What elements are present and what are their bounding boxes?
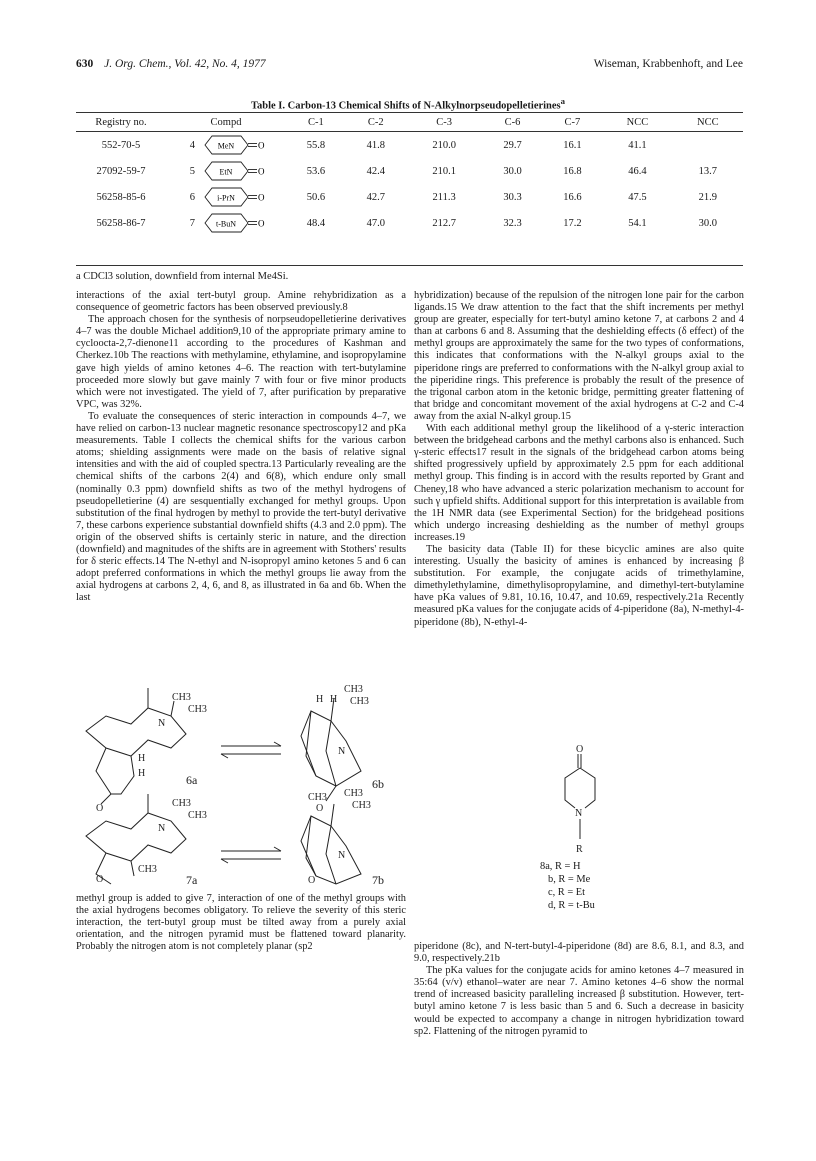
col-header: NCC [697,116,719,128]
table-caption-sup: a [560,96,566,106]
running-header [76,58,743,76]
shift-cell: 13.7 [698,165,717,177]
atom-label: O [96,874,104,885]
registry-cell: 56258-86-7 [96,217,146,229]
atom-label: H [316,694,324,705]
paragraph: With each additional methyl group the likelihood of a γ-steric interaction between the bridgehead carbons and the methyl carbons also is enhanced. Such γ-steric effects17 result in the signals of the bridgehead carbon atoms being shifted progressively upfield by approximately 2.5 ppm for each additional methyl group. This finding is in accord with the results reported by Grant and Cheney,18 who have advanced a steric polarization mechanism to account for such γ upfield shifts. Additional support for this interpretation is available from the 1H NMR data (see Experimental Section) for the bridgehead positions which undergo increasing deshielding as the number of methyl groups increases.19 [414,423,744,543]
atom-label: O [576,744,584,755]
table-caption [0,96,816,112]
shift-cell: 50.6 [306,191,326,203]
compound-cell [166,184,286,210]
table-footnote [76,271,288,282]
variant-line: c, R = Et [548,887,586,898]
paragraph: To evaluate the consequences of steric interaction in compounds 4–7, we have relied on carbon-13 nuclear magnetic resonance spectroscopy12 and pKa measurements. Table I collects the chemical shifts for the various carbon atoms; shielding assignments were made on the basis of relative signal intensities and with the aid of coupled spectra.13 Particularly revealing are the chemical shifts of the carbons 2(4) and 6(8), which endure only small (nominally 0.3 ppm) downfield shifts as two of the methyl hydrogens of pseudopelletierine (4) are sesquentially exchanged for methyl groups. Upon substitution of the final hydrogen by methyl to provide the tert-butyl derivative 7, these carbons experience substantial downfield shifts (4.3 and 2.0 ppm). The origin of the observed shifts is certainly steric in nature, and the direction (downfield) and magnitudes of the shifts are in agreement with Stothers' results for δ steric effects.14 The N-ethyl and N-isopropyl amino ketones 5 and 6 can adopt preferred conformations in which the methyl groups lie away from the axial hydrogens at carbons 2, 4, 6, and 8, as illustrated in 6a and 6b. When the last [76,410,406,604]
shift-cell: 30.3 [503,191,522,203]
atom-label: N [575,808,583,819]
shift-cell: 210.0 [432,139,456,151]
shift-cell: 53.6 [306,165,326,177]
atom-label: CH3 [188,704,207,715]
shift-cell: 21.9 [698,191,717,203]
compound-cell [166,158,286,184]
compound-number: 7 [189,217,195,229]
bicyclic-ring-icon [203,212,267,234]
shift-cell: 48.4 [306,217,326,229]
shift-cell: 32.3 [503,217,522,229]
piperidone-structure [540,744,620,856]
atom-label: CH3 [352,800,371,811]
left-column [76,290,406,604]
table-row [76,210,743,236]
ring-substituent-label: MeN [217,141,235,151]
shift-cell: 41.1 [628,139,647,151]
col-header: C-1 [308,116,324,128]
atom-label: CH3 [172,692,191,703]
shift-cell: 55.8 [306,139,326,151]
shift-cell: 47.5 [628,191,647,203]
shift-cell: 210.1 [432,165,456,177]
atom-label: N [338,850,346,861]
compound-number: 5 [189,165,195,177]
table-bottom-rule [76,265,743,266]
shift-table [76,112,743,236]
atom-label: CH3 [138,864,157,875]
header-authors: Wiseman, Krabbenhoft, and Lee [593,58,743,70]
conformer-structures [76,676,406,886]
right-column-lower [414,941,744,1038]
compound-entry [185,160,267,182]
table-1 [76,112,743,236]
compound-label-7a: 7a [186,873,198,886]
paragraph: piperidone (8c), and N-tert-butyl-4-piperidone (8d) are 8.6, 8.1, and 8.3, and 9.0, respectively.21b [414,941,744,965]
compound-number: 6 [189,191,195,203]
registry-cell: 56258-85-6 [96,191,146,203]
compound-label-6b: 6b [372,777,384,791]
page-number: 630 [76,58,94,70]
table-footnote-text: a CDCl3 solution, downfield from internal Me4Si. [76,271,289,282]
col-header: C-7 [564,116,581,128]
atom-label: N [338,746,346,757]
shift-cell: 42.4 [366,165,385,177]
atom-label: H [330,694,338,705]
shift-cell: 29.7 [503,139,522,151]
paragraph: interactions of the axial tert-butyl group. Amine rehybridization as a consequence of geometric factors has been observed previously.8 [76,290,406,314]
ketone-oxygen-label: O [258,192,265,203]
atom-label: O [308,875,316,886]
shift-cell: 41.8 [366,139,385,151]
variant-line: 8a, R = H [540,861,581,872]
table-body [76,132,743,237]
paragraph: methyl group is added to give 7, interaction of one of the methyl groups with the axial hydrogens becomes obligatory. To relieve the severity of this steric interaction, the tert-butyl group must be tilted away from a purely axial orientation, and the nitrogen pyramid must be flattened toward planarity. Probably the nitrogen atom is not completely planar (sp2 [76,893,406,953]
shift-cell: 211.3 [432,191,456,203]
ring-substituent-label: t-BuN [216,219,236,229]
atom-label: CH3 [344,788,363,799]
ring-substituent-label: i-PrN [217,193,235,203]
shift-cell: 17.2 [563,217,582,229]
shift-cell: 16.1 [563,139,582,151]
col-header: NCC [626,116,649,128]
atom-label: H [138,753,146,764]
left-column-lower [76,893,406,953]
compound-label-6a: 6a [186,773,198,787]
col-header: C-6 [504,116,521,128]
table-row [76,158,743,184]
table-header-row [76,113,743,132]
table-caption-text: Table I. Carbon-13 Chemical Shifts of N-Alkylnorpseudopelletierines [250,100,561,112]
atom-label: H [138,768,146,779]
ketone-oxygen-label: O [258,166,265,177]
ketone-oxygen-label: O [258,218,265,229]
variant-line: b, R = Me [548,874,591,885]
shift-cell [673,132,743,159]
atom-label: O [96,803,104,814]
shift-cell: 212.7 [432,217,456,229]
header-left [76,58,266,70]
right-column [414,290,744,629]
atom-label: CH3 [188,810,207,821]
paragraph: The pKa values for the conjugate acids for amino ketones 4–7 measured in 35:64 (v/v) ethanol–water are near 7. Amino ketones 4–6 show the normal trend of increased basicity paralleling increased β substitution. However, tert-butyl amino ketone 7 is less basic than 5 and 6. Such a decrease in basicity would be expected to accompany a change in nitrogen hybridization toward sp2. Flattening of the nitrogen pyramid to [414,965,744,1037]
registry-cell: 27092-59-7 [96,165,146,177]
piperidone-drawing [540,744,620,856]
shift-cell: 47.0 [366,217,385,229]
bicyclic-ring-icon [203,186,267,208]
variant-line: d, R = t-Bu [548,900,595,911]
compound-cell [166,132,286,159]
shift-cell: 30.0 [698,217,717,229]
shift-cell: 30.0 [503,165,522,177]
atom-label: CH3 [172,798,191,809]
atom-label: N [158,823,166,834]
col-header: Registry no. [95,116,147,128]
compound-label-7b: 7b [372,873,384,886]
col-header: C-3 [436,116,453,128]
piperidone-variants [540,860,595,912]
shift-cell: 42.7 [366,191,385,203]
shift-cell: 54.1 [628,217,647,229]
atom-label: R [576,844,583,855]
paragraph: hybridization) because of the repulsion of the nitrogen lone pair for the carbon ligands.15 We draw attention to the fact that the shift increments per methyl group are greater, especially for tert-butyl amino ketone 7, at carbons 2 and 4 than at carbons 6 and 8. Assuming that the deshielding effects (δ effect) of the methyl groups are approximately the same for the two types of conformations, this indicates that conformations with the N-alkyl groups axial to the piperidone rings are preferred to conformations with the N-alkyl group axial to the piperidine rings. This preference is probably the result of the presence of the trigonal carbon atom in the ketonic bridge, permitting greater flattening of that bridge and concomitant movement of the axial hydrogens at C-2 and C-4 away from the axial N-alkyl group.15 [414,290,744,422]
shift-cell: 46.4 [628,165,647,177]
compound-entry [185,134,267,156]
shift-cell: 16.8 [563,165,582,177]
atom-label: CH3 [350,696,369,707]
registry-cell: 552-70-5 [101,139,141,151]
atom-label: CH3 [308,792,327,803]
table-row [76,184,743,210]
shift-cell: 16.6 [563,191,582,203]
atom-label: O [316,803,324,814]
compound-number: 4 [189,139,195,151]
compound-entry [185,212,267,234]
conformer-figure [76,676,406,886]
ketone-oxygen-label: O [258,140,265,151]
table-row [76,132,743,159]
col-header: C-2 [367,116,384,128]
ring-substituent-label: EtN [219,167,233,177]
paragraph: The basicity data (Table II) for these bicyclic amines are also quite interesting. Usually the basicity of amines is enhanced by increasing β substitution. For example, the conjugate acids of trimethylamine, dimethylethylamine, dimethylisopropylamine, and dimethyl-tert-butylamine have pKa values of 9.81, 10.16, 10.47, and 10.69, respectively.21a Recently measured pKa values for the conjugate acids of 4-piperidone (8a), N-methyl-4-piperidone (8b), N-ethyl-4- [414,543,744,628]
atom-label: N [158,718,166,729]
bicyclic-ring-icon [203,160,267,182]
paragraph: The approach chosen for the synthesis of norpseudopelletierine derivatives 4–7 was the double Michael addition9,10 of the appropriate primary amine to cycloocta-2,7-dienone11 according to the procedures of Kashman and Cherkez.10b The reactions with methylamine, ethylamine, and isopropylamine gave high yields of amino ketones 4–6. The reaction with tert-butylamine proceeded more slowly but gave mainly 7 with four or five minor products which were not investigated. The yield of 7, after purification by preparative VPC, was 32%. [76,314,406,410]
bicyclic-ring-icon [203,134,267,156]
journal-citation: J. Org. Chem., Vol. 42, No. 4, 1977 [104,58,266,70]
atom-label: CH3 [344,684,363,695]
compound-entry [185,186,267,208]
compound-cell [166,210,286,236]
col-header: Compd [210,116,242,128]
